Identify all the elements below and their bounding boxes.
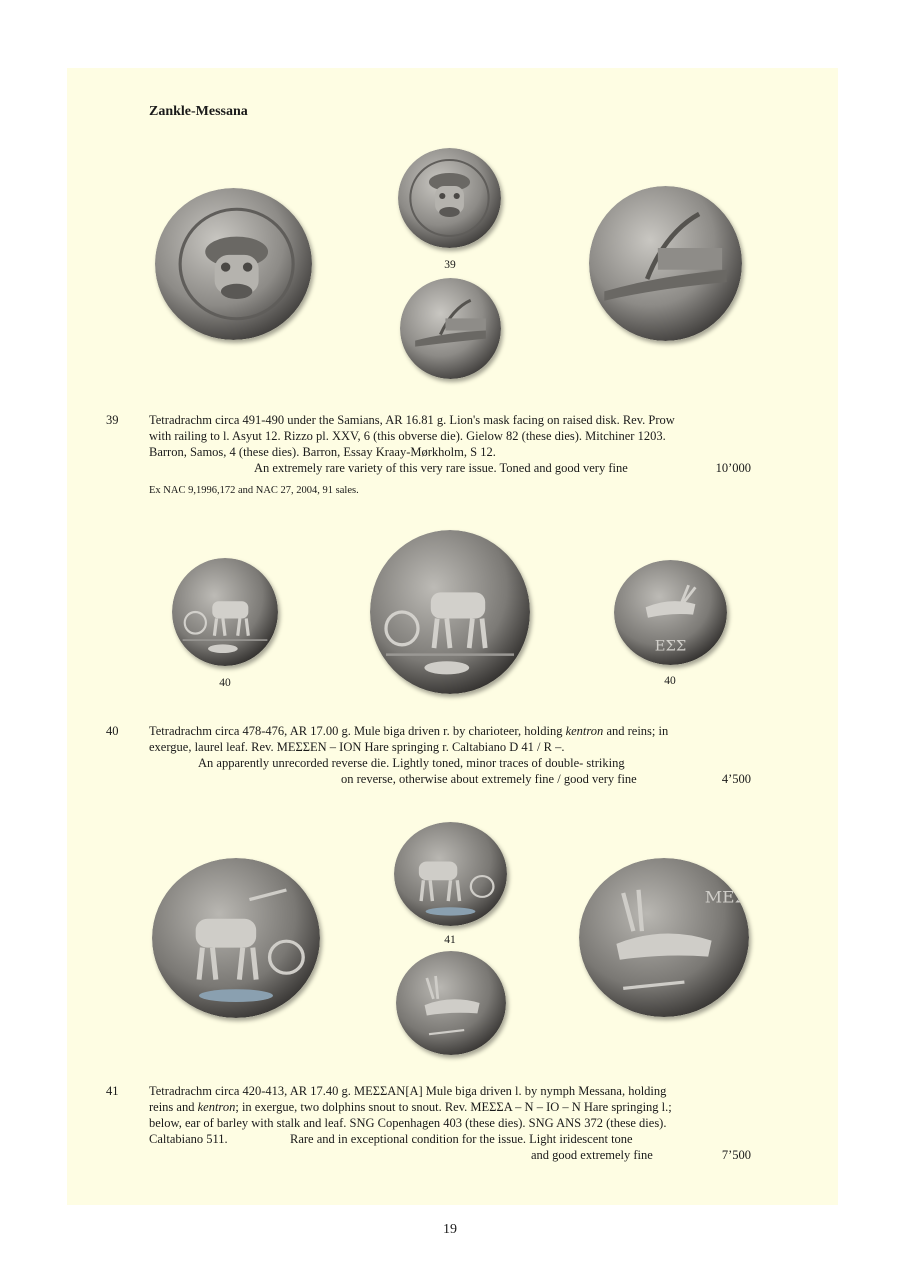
- lot-41-line-3: below, ear of barley with stalk and leaf. SNG Copenhagen 403 (these dies). SNG ANS 372 (these dies).: [149, 1116, 667, 1130]
- page-number: 19: [443, 1222, 457, 1237]
- lot-40-line-1: Tetradrachm circa 478-476, AR 17.00 g. Mule biga driven r. by charioteer, holding kentron and reins; in: [149, 724, 669, 738]
- photo-label-40-left: 40: [219, 677, 231, 689]
- lot-41-reference: Caltabiano 511.: [149, 1132, 228, 1146]
- coin-40-obverse-enlarged: [370, 530, 530, 694]
- lot-40-price: 4’500: [721, 772, 751, 786]
- lot-40-condition-2: on reverse, otherwise about extremely fine / good very fine: [341, 772, 637, 786]
- lot-number-41: 41: [106, 1084, 119, 1098]
- coin-41-reverse-enlarged: [579, 858, 749, 1017]
- lot-41-condition-1: Rare and in exceptional condition for the issue. Light iridescent tone: [290, 1132, 633, 1146]
- coin-41-reverse: [396, 951, 506, 1055]
- photo-label-39: 39: [444, 259, 456, 271]
- lot-40-line-2: exergue, laurel leaf. Rev. ΜΕΣΣΕΝ – ΙΟΝ Hare springing r. Caltabiano D 41 / R –.: [149, 740, 565, 754]
- coin-41-obverse-enlarged: [152, 858, 320, 1018]
- lot-39-line-1: Tetradrachm circa 491-490 under the Samians, AR 16.81 g. Lion's mask facing on raised disk. Rev. Prow: [149, 413, 675, 427]
- photo-label-40-right: 40: [664, 675, 676, 687]
- coin-39-reverse: [400, 278, 501, 379]
- lot-39-condition: An extremely rare variety of this very rare issue. Toned and good very fine: [254, 461, 628, 475]
- lot-number-39: 39: [106, 413, 119, 427]
- lot-number-40: 40: [106, 724, 119, 738]
- lot-41-price: 7’500: [721, 1148, 751, 1162]
- lot-41-condition-2: and good extremely fine: [531, 1148, 653, 1162]
- lot-41-line-2: reins and kentron; in exergue, two dolphins snout to snout. Rev. ΜΕΣΣΑ – Ν – ΙΟ – Ν Hare springing l.;: [149, 1100, 672, 1114]
- coin-39-reverse-enlarged: [589, 186, 742, 341]
- lot-39-price: 10’000: [715, 461, 751, 475]
- lot-39-line-2: with railing to l. Asyut 12. Rizzo pl. XXV, 6 (this obverse die). Gielow 82 (these dies). Mitchiner 1203.: [149, 429, 666, 443]
- section-title: Zankle-Messana: [149, 104, 248, 119]
- lot-39-provenance: Ex NAC 9,1996,172 and NAC 27, 2004, 91 sales.: [149, 485, 359, 496]
- coin-39-obverse: [398, 148, 501, 248]
- lot-41-line-1: Tetradrachm circa 420-413, AR 17.40 g. ΜΕΣΣΑΝ[Α] Mule biga driven l. by nymph Messana, holding: [149, 1084, 667, 1098]
- coin-41-obverse: [394, 822, 507, 926]
- lot-40-condition-1: An apparently unrecorded reverse die. Lightly toned, minor traces of double- striking: [198, 756, 625, 770]
- coin-40-obverse: [172, 558, 278, 666]
- svg-text:ΜΕΣ: ΜΕΣ: [704, 888, 747, 907]
- svg-text:ΕΣΣ: ΕΣΣ: [654, 638, 687, 655]
- photo-label-41: 41: [444, 934, 456, 946]
- lot-39-line-3: Barron, Samos, 4 (these dies). Barron, Essay Kraay-Mørkholm, S 12.: [149, 445, 496, 459]
- coin-39-obverse-enlarged: [155, 188, 312, 340]
- coin-40-reverse: [614, 560, 727, 665]
